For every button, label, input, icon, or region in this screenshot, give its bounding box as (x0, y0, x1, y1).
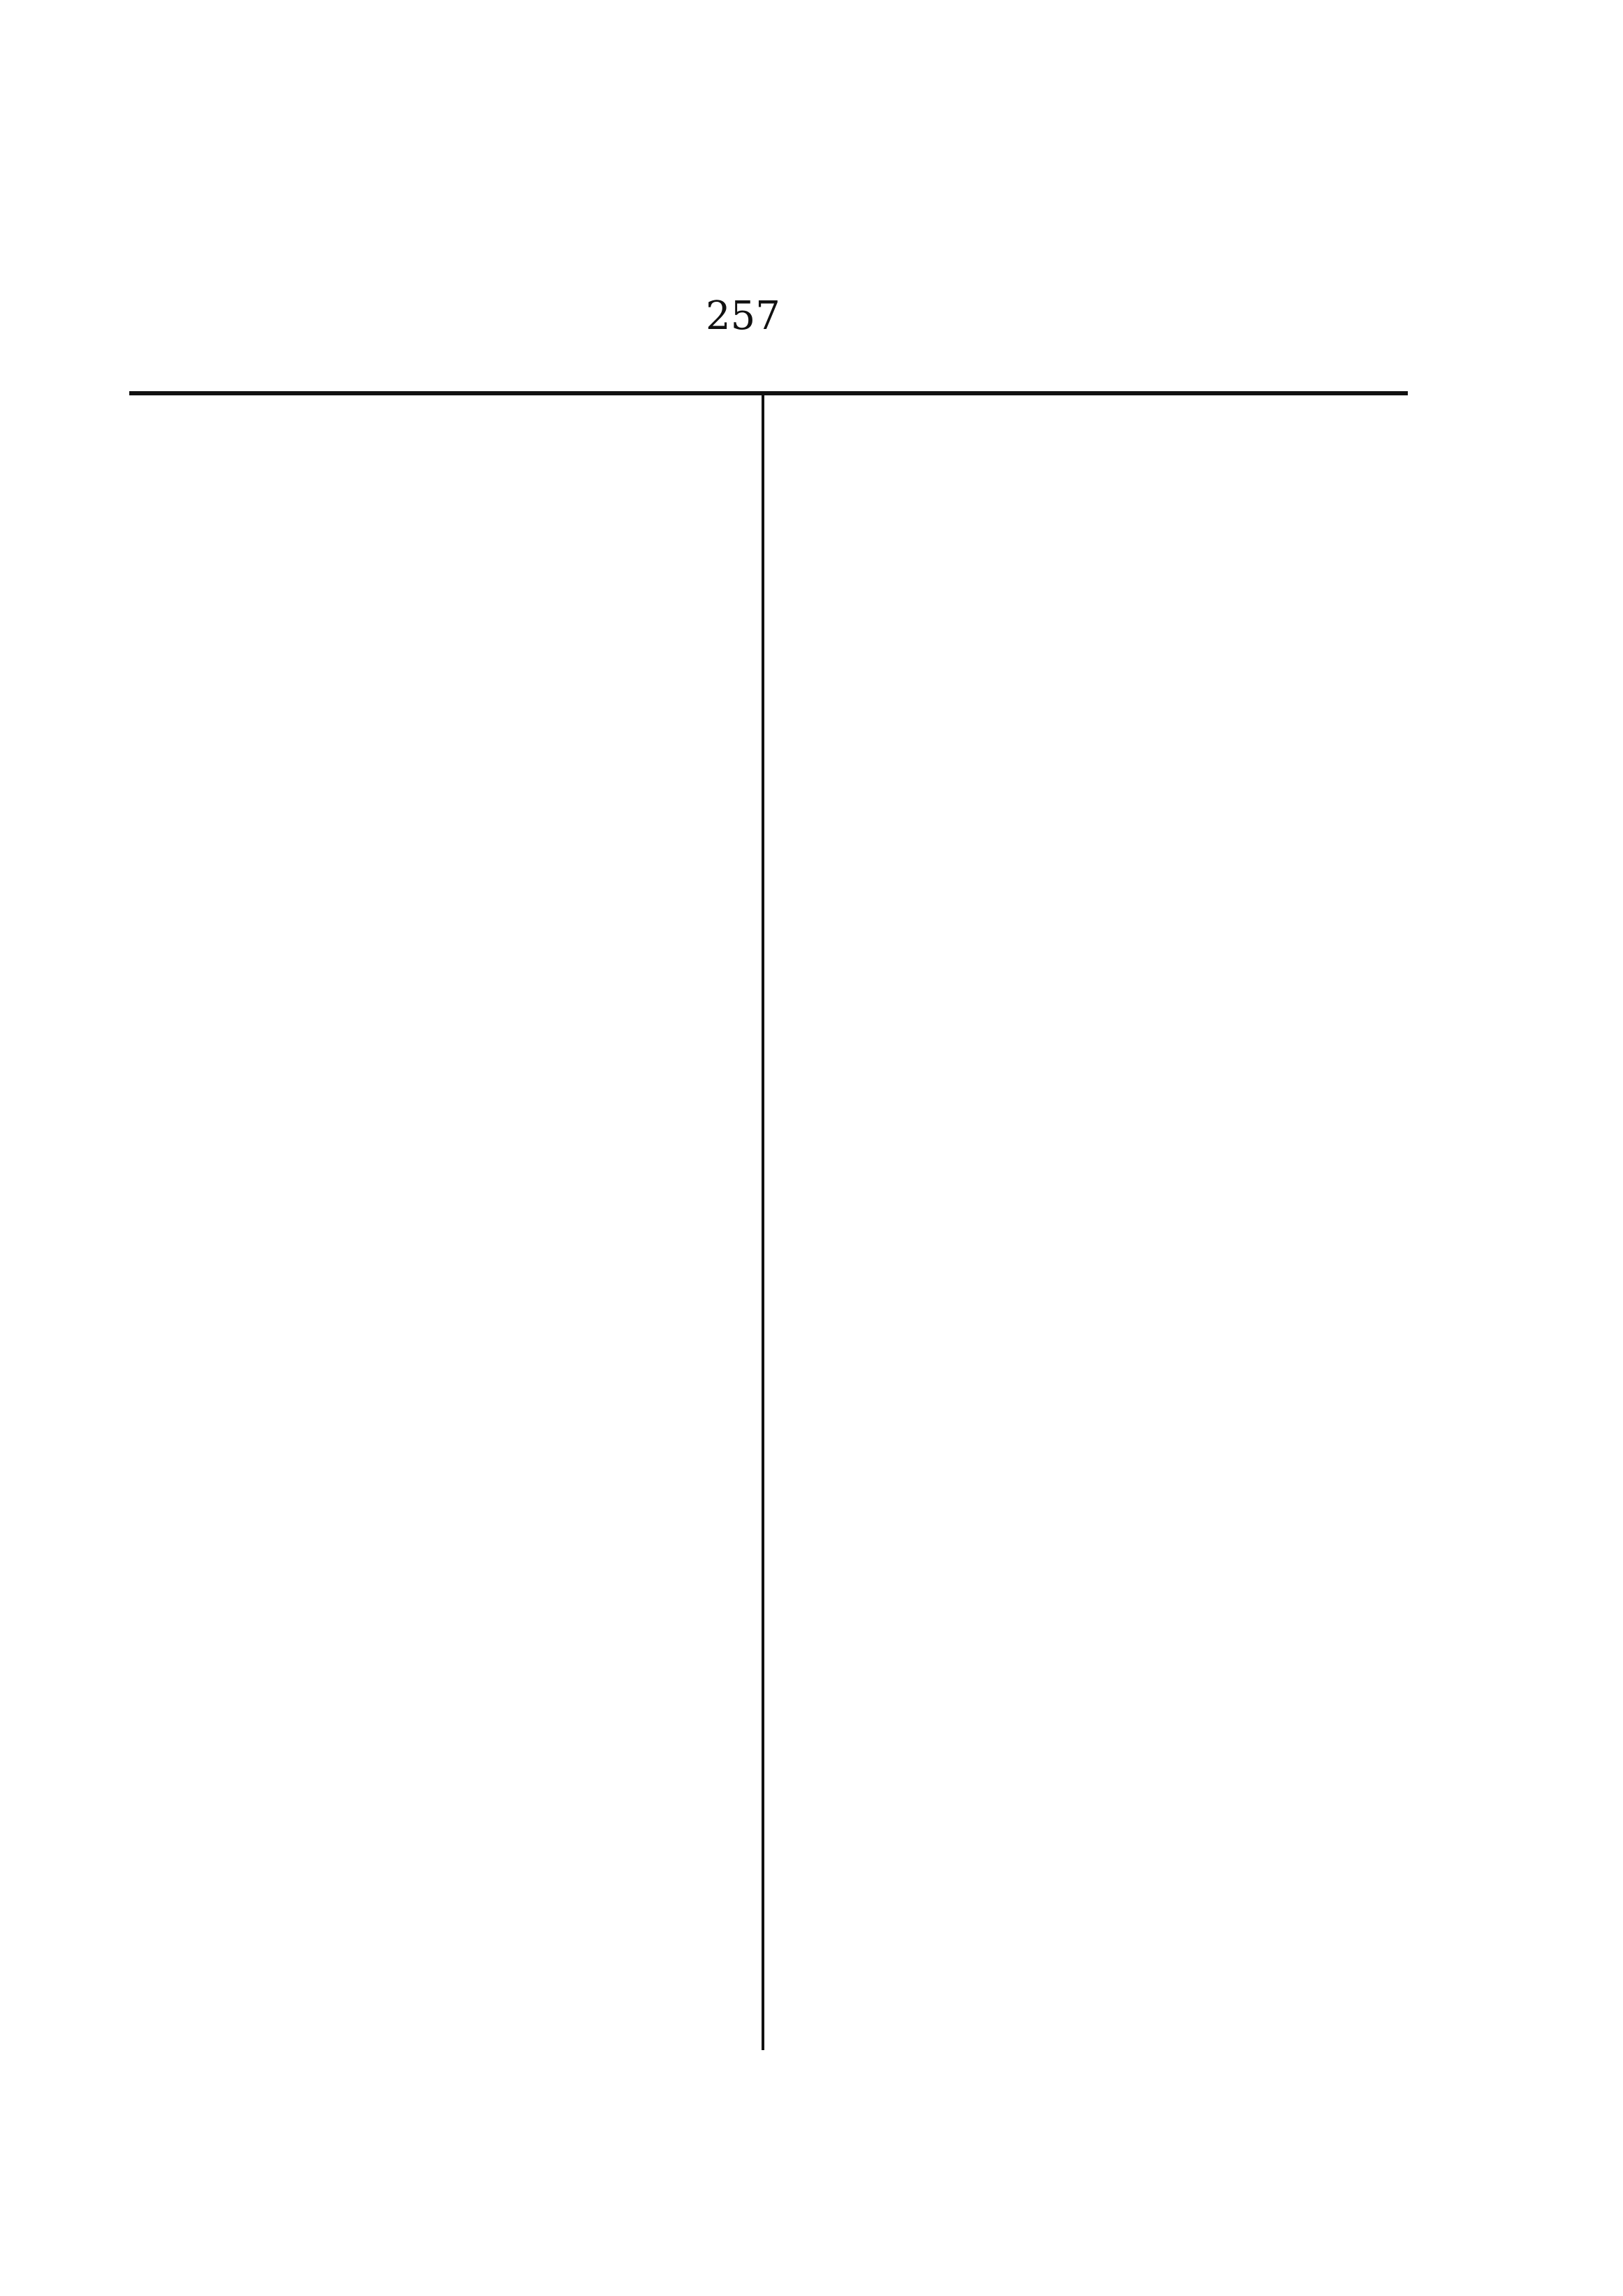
page-number: 257 (706, 293, 780, 339)
column-divider (762, 395, 764, 2050)
header-rule (129, 391, 1408, 395)
left-column (133, 419, 720, 433)
right-column (786, 419, 1373, 433)
